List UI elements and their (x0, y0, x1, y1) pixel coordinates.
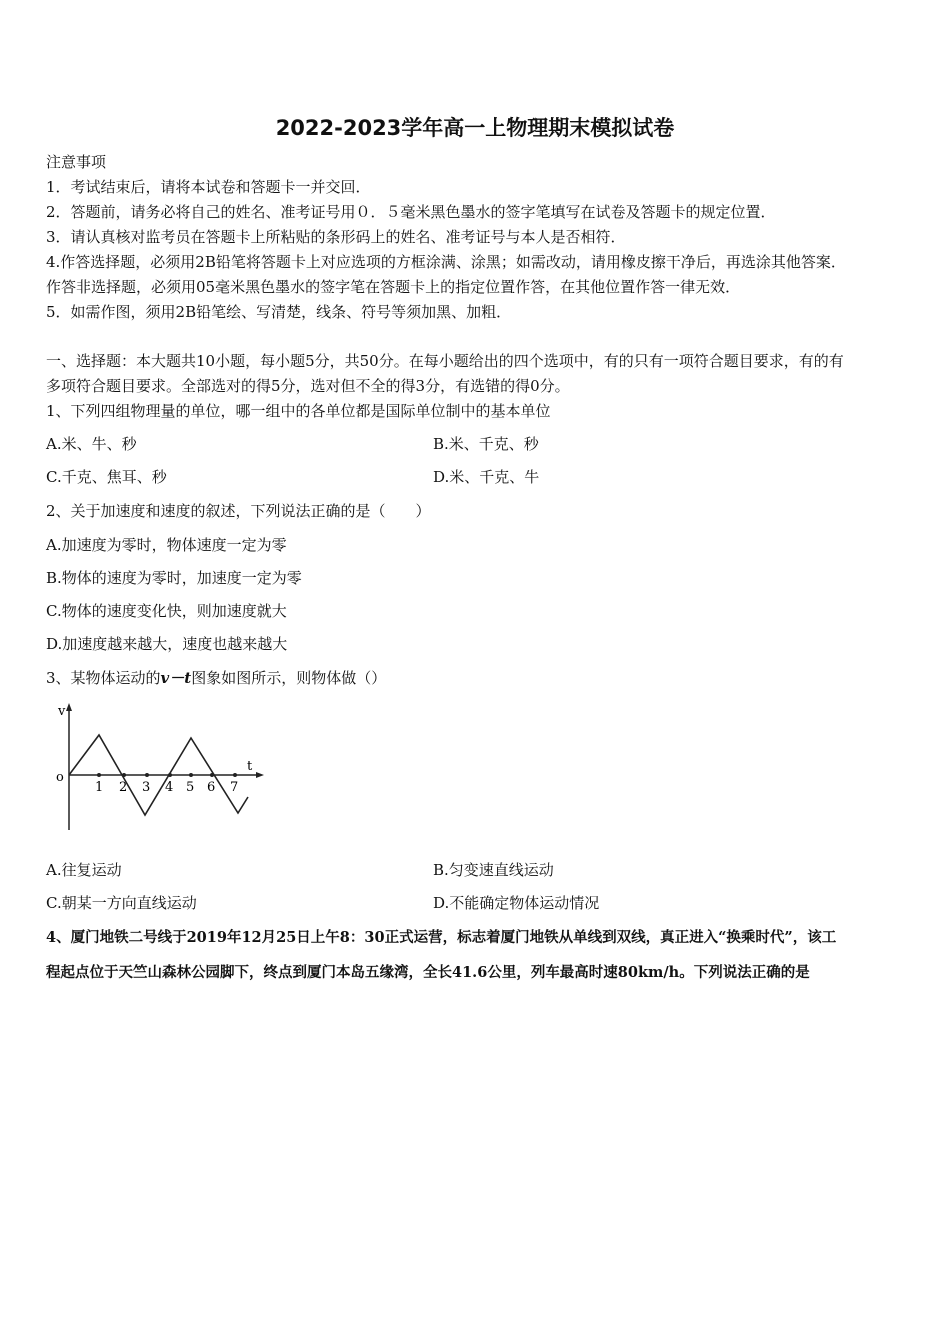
q3-option-b: B.匀变速直线运动 (433, 861, 554, 879)
q1-option-b: B.米、千克、秒 (433, 435, 539, 453)
tick-dot-7 (233, 773, 237, 777)
notice-item-5: 5．如需作图，须用2B铅笔绘、写清楚，线条、符号等须加黑、加粗． (46, 303, 512, 321)
q3-stem-post: 图象如图所示，则物体做（） (191, 669, 387, 687)
q2-option-a: A.加速度为零时，物体速度一定为零 (46, 536, 287, 554)
tick-label-6: 6 (207, 780, 216, 795)
q3-option-d: D.不能确定物体运动情况 (433, 894, 600, 912)
question-4-line2: 程起点位于天竺山森林公园脚下，终点到厦门本岛五缘湾，全长41.6公里，列车最高时速80km/h。下列说法正确的是 (46, 964, 810, 981)
question-4-line1: 4、厦门地铁二号线于2019年12月25日上午8：30正式运营，标志着厦门地铁从单线到双线，真正进入“换乘时代”，该工 (46, 929, 837, 946)
t-axis-label: t (247, 759, 253, 774)
tick-label-3: 3 (142, 780, 151, 795)
section-instructions-line1: 一、选择题：本大题共10小题，每小题5分，共50分。在每小题给出的四个选项中，有的只有一项符合题目要求，有的有 (46, 352, 844, 370)
notice-item-1: 1．考试结束后，请将本试卷和答题卡一并交回． (46, 178, 371, 196)
question-3-stem (46, 668, 386, 688)
notice-item-4-cont: 作答非选择题，必须用05毫米黑色墨水的签字笔在答题卡上的指定位置作答，在其他位置作答一律无效． (46, 278, 741, 296)
tick-label-7: 7 (230, 780, 239, 795)
tick-dot-6 (210, 773, 214, 777)
q1-option-a: A.米、牛、秒 (46, 435, 137, 453)
v-axis-arrow (66, 703, 72, 711)
v-axis-label: v (58, 704, 66, 719)
q1-option-c: C.千克、焦耳、秒 (46, 468, 167, 486)
notice-item-4: 4.作答选择题，必须用2B铅笔将答题卡上对应选项的方框涂满、涂黑；如需改动，请用橡皮擦干净后，再选涂其他答案． (46, 253, 846, 271)
tick-dot-3 (145, 773, 149, 777)
section-instructions-line2: 多项符合题目要求。全部选对的得5分，选对但不全的得3分，有选错的得0分。 (46, 377, 570, 395)
question-2-stem: 2、关于加速度和速度的叙述，下列说法正确的是（ ） (46, 502, 431, 520)
page-title: 2022-2023学年高一上物理期末模拟试卷 (275, 116, 675, 140)
origin-label: o (56, 770, 64, 785)
tick-label-2: 2 (119, 780, 128, 795)
tick-label-4: 4 (165, 780, 174, 795)
tick-dot-2 (122, 773, 126, 777)
tick-label-1: 1 (95, 780, 104, 795)
q3-stem-pre: 3、某物体运动的 (46, 669, 161, 687)
tick-dot-4 (168, 773, 172, 777)
q1-option-d: D.米、千克、牛 (433, 468, 540, 486)
q3-option-a: A.往复运动 (46, 861, 122, 879)
q2-option-c: C.物体的速度变化快，则加速度就大 (46, 602, 287, 620)
notice-heading: 注意事项 (46, 153, 107, 171)
v-t-graph (52, 700, 282, 832)
tick-dot-5 (189, 773, 193, 777)
t-axis-arrow (256, 772, 264, 778)
q2-option-b: B.物体的速度为零时，加速度一定为零 (46, 569, 302, 587)
notice-item-2: 2．答题前，请务必将自己的姓名、准考证号用０．５毫米黑色墨水的签字笔填写在试卷及答题卡的规定位置． (46, 203, 776, 221)
tick-label-5: 5 (186, 780, 195, 795)
q3-stem-var: v－t (160, 669, 192, 687)
tick-dot-1 (97, 773, 101, 777)
q3-option-c: C.朝某一方向直线运动 (46, 894, 197, 912)
notice-item-3: 3．请认真核对监考员在答题卡上所粘贴的条形码上的姓名、准考证号与本人是否相符． (46, 228, 626, 246)
question-1-stem: 1、下列四组物理量的单位，哪一组中的各单位都是国际单位制中的基本单位 (46, 402, 551, 420)
q2-option-d: D.加速度越来越大，速度也越来越大 (46, 635, 288, 653)
